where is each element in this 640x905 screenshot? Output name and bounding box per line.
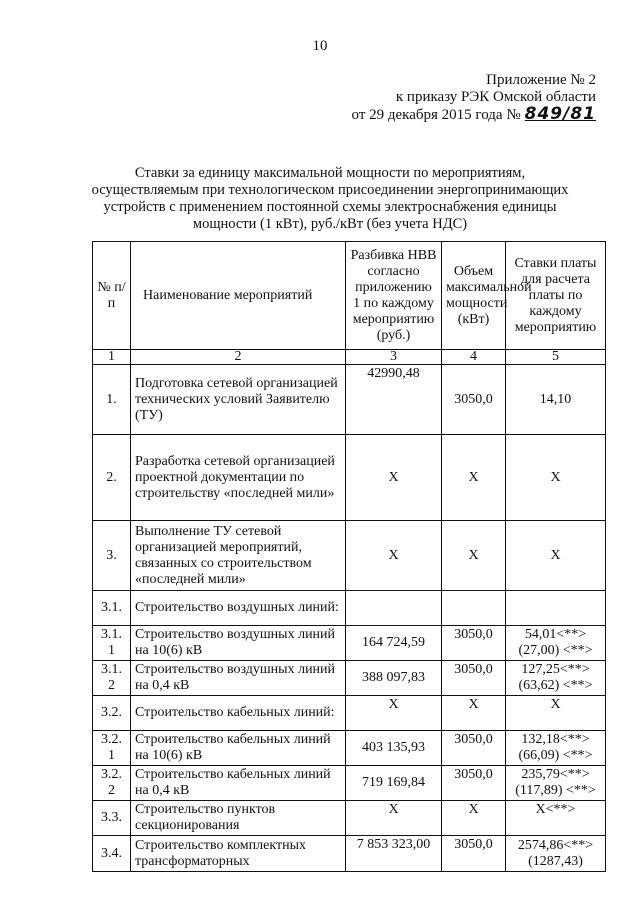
rate-note: (27,00) <**> bbox=[518, 643, 593, 658]
row-nvv: 719 169,84 bbox=[346, 766, 442, 801]
row-power: 3050,0 bbox=[442, 626, 506, 661]
row-rate: X<**> bbox=[506, 801, 606, 836]
rate-value: 127,25<**> bbox=[521, 662, 590, 677]
row-power: X bbox=[442, 801, 506, 836]
row-power: 3050,0 bbox=[442, 661, 506, 696]
table-row bbox=[93, 435, 606, 521]
row-number: 3.1. bbox=[93, 591, 131, 626]
rate-value: 54,01<**> bbox=[524, 627, 587, 642]
row-name: Строительство комплектных трансформаторных bbox=[131, 836, 346, 872]
table-row bbox=[93, 836, 606, 872]
header-power: Объем максимальной мощности (кВт) bbox=[442, 242, 506, 350]
rate-note: (66,09) <**> bbox=[518, 748, 593, 763]
row-number: 1. bbox=[93, 365, 131, 435]
handwritten-order-number: 849/81 bbox=[524, 104, 596, 124]
header-name: Наименование мероприятий bbox=[131, 242, 346, 350]
row-nvv: 7 853 323,00 bbox=[346, 836, 442, 872]
column-number: 2 bbox=[131, 350, 346, 365]
table-row bbox=[93, 521, 606, 591]
row-number: 3.2. 1 bbox=[93, 731, 131, 766]
row-power: 3050,0 bbox=[442, 836, 506, 872]
row-rate bbox=[506, 766, 606, 801]
row-nvv: X bbox=[346, 435, 442, 521]
row-number: 3.4. bbox=[93, 836, 131, 872]
rate-value: 132,18<**> bbox=[521, 732, 590, 747]
row-rate: X bbox=[506, 435, 606, 521]
row-name: Выполнение ТУ сетевой организацией мероприятий, связанных со строительством «последней мили» bbox=[131, 521, 346, 591]
column-number: 4 bbox=[442, 350, 506, 365]
row-name: Разработка сетевой организацией проектной документации по строительству «последней мили» bbox=[131, 435, 346, 521]
row-nvv: 42990,48 bbox=[346, 365, 442, 435]
table-row bbox=[93, 766, 606, 801]
rate-note: (63,62) <**> bbox=[518, 678, 593, 693]
row-power: X bbox=[442, 435, 506, 521]
row-name: Строительство воздушных линий на 0,4 кВ bbox=[131, 661, 346, 696]
row-rate bbox=[506, 591, 606, 626]
document-title bbox=[80, 165, 580, 233]
row-power: X bbox=[442, 696, 506, 731]
appendix-order-date-line bbox=[266, 106, 596, 124]
table-row bbox=[93, 626, 606, 661]
column-numbers-row bbox=[93, 350, 606, 365]
table-row bbox=[93, 365, 606, 435]
row-rate bbox=[506, 731, 606, 766]
row-nvv: X bbox=[346, 521, 442, 591]
table-row bbox=[93, 731, 606, 766]
row-name: Строительство кабельных линий на 10(6) кВ bbox=[131, 731, 346, 766]
table-row bbox=[93, 696, 606, 731]
row-rate bbox=[506, 836, 606, 872]
row-name: Строительство воздушных линий на 10(6) кВ bbox=[131, 626, 346, 661]
title-line-4: мощности (1 кВт), руб./кВт (без учета НДС) bbox=[192, 216, 468, 232]
row-name: Строительство кабельных линий: bbox=[131, 696, 346, 731]
row-power: 3050,0 bbox=[442, 365, 506, 435]
row-name: Подготовка сетевой организацией технических условий Заявителю (ТУ) bbox=[131, 365, 346, 435]
row-nvv: 403 135,93 bbox=[346, 731, 442, 766]
table-row bbox=[93, 591, 606, 626]
rate-note: (1287,43) bbox=[528, 853, 583, 869]
column-number: 5 bbox=[506, 350, 606, 365]
row-power: 3050,0 bbox=[442, 766, 506, 801]
appendix-title: Приложение № 2 bbox=[486, 72, 596, 88]
row-number: 3.2. bbox=[93, 696, 131, 731]
title-line-2: осуществляемым при технологическом присоединении энергопринимающих bbox=[91, 182, 569, 198]
row-nvv: 164 724,59 bbox=[346, 626, 442, 661]
title-line-1: Ставки за единицу максимальной мощности по мероприятиям, bbox=[134, 165, 526, 181]
appendix-order-date: от 29 декабря 2015 года № bbox=[351, 107, 521, 123]
row-number: 3.1. 2 bbox=[93, 661, 131, 696]
row-number: 2. bbox=[93, 435, 131, 521]
row-rate bbox=[506, 661, 606, 696]
row-rate bbox=[506, 626, 606, 661]
title-line-3: устройств с применением постоянной схемы электроснабжения единицы bbox=[103, 199, 557, 215]
header-nvv: Разбивка НВВ согласно приложению 1 по каждому мероприятию (руб.) bbox=[346, 242, 442, 350]
rate-value: 14,10 bbox=[539, 391, 572, 407]
row-rate bbox=[506, 365, 606, 435]
row-name: Строительство кабельных линий на 0,4 кВ bbox=[131, 766, 346, 801]
row-power: X bbox=[442, 521, 506, 591]
appendix-order-reference: к приказу РЭК Омской области bbox=[395, 89, 596, 105]
table-row bbox=[93, 801, 606, 836]
row-number: 3. bbox=[93, 521, 131, 591]
appendix-header bbox=[266, 72, 596, 124]
column-number: 3 bbox=[346, 350, 442, 365]
row-nvv: X bbox=[346, 696, 442, 731]
row-name: Строительство пунктов секционирования bbox=[131, 801, 346, 836]
page-number: 10 bbox=[312, 38, 328, 54]
row-name: Строительство воздушных линий: bbox=[131, 591, 346, 626]
row-number: 3.1. 1 bbox=[93, 626, 131, 661]
row-number: 3.3. bbox=[93, 801, 131, 836]
rate-value: 235,79<**> bbox=[521, 767, 590, 782]
rate-note: (117,89) <**> bbox=[515, 783, 596, 798]
rates-table bbox=[92, 241, 606, 872]
row-nvv bbox=[346, 591, 442, 626]
row-power: 3050,0 bbox=[442, 731, 506, 766]
row-nvv: 388 097,83 bbox=[346, 661, 442, 696]
row-power bbox=[442, 591, 506, 626]
rate-value: 2574,86<**> bbox=[517, 837, 594, 853]
column-number: 1 bbox=[93, 350, 131, 365]
row-rate: X bbox=[506, 521, 606, 591]
header-number: № п/п bbox=[93, 242, 131, 350]
row-nvv: X bbox=[346, 801, 442, 836]
header-rate: Ставки платы для расчета платы по каждому мероприятию bbox=[506, 242, 606, 350]
table-header-row bbox=[93, 242, 606, 350]
row-rate: X bbox=[506, 696, 606, 731]
row-number: 3.2. 2 bbox=[93, 766, 131, 801]
table-row bbox=[93, 661, 606, 696]
